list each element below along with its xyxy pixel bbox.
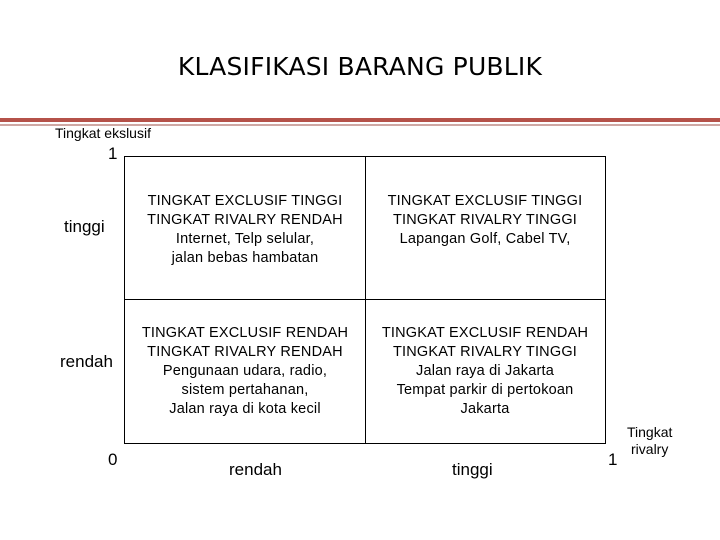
quadrant-bottom-right <box>366 324 604 419</box>
quadrant-line: TINGKAT EXCLUSIF RENDAH <box>381 325 589 341</box>
col-label-high: tinggi <box>452 460 493 479</box>
quadrant-top-right <box>366 192 604 249</box>
quadrant-line: TINGKAT RIVALRY RENDAH <box>147 344 343 360</box>
quadrant-line: TINGKAT EXCLUSIF RENDAH <box>141 325 349 341</box>
quadrant-line: TINGKAT RIVALRY TINGGI <box>392 212 578 228</box>
quadrant-top-left <box>126 192 364 268</box>
quadrant-line: Pengunaan udara, radio, <box>162 363 328 379</box>
quadrant-line: Jalan raya di Jakarta <box>416 363 554 379</box>
x-axis-label-line: rivalry <box>631 441 669 457</box>
quadrant-line: Jakarta <box>460 401 510 417</box>
page-title: KLASIFIKASI BARANG PUBLIK <box>177 52 543 81</box>
x-axis-label-line: Tingkat <box>627 424 673 440</box>
quadrant-bottom-left <box>126 324 364 419</box>
quadrant-line: TINGKAT EXCLUSIF TINGGI <box>147 193 343 209</box>
title-divider <box>0 118 720 122</box>
matrix-horizontal-divider <box>124 299 606 300</box>
quadrant-line: Internet, Telp selular, <box>175 231 315 247</box>
y-axis-label: Tingkat ekslusif <box>55 125 151 141</box>
quadrant-line: jalan bebas hambatan <box>171 250 319 266</box>
quadrant-line: TINGKAT RIVALRY RENDAH <box>147 212 343 228</box>
quadrant-line: TINGKAT RIVALRY TINGGI <box>392 344 578 360</box>
y-axis-top-value: 1 <box>108 144 118 163</box>
row-label-high: tinggi <box>64 217 105 236</box>
row-label-low: rendah <box>60 352 113 371</box>
quadrant-line: Lapangan Golf, Cabel TV, <box>399 231 571 247</box>
quadrant-line: Jalan raya di kota kecil <box>169 401 321 417</box>
quadrant-line: sistem pertahanan, <box>181 382 309 398</box>
x-axis-right-value: 1 <box>608 450 618 469</box>
quadrant-line: Tempat parkir di pertokoan <box>396 382 574 398</box>
quadrant-line: TINGKAT EXCLUSIF TINGGI <box>387 193 583 209</box>
x-axis-label <box>627 424 672 458</box>
origin-value: 0 <box>108 450 118 469</box>
col-label-low: rendah <box>229 460 282 479</box>
